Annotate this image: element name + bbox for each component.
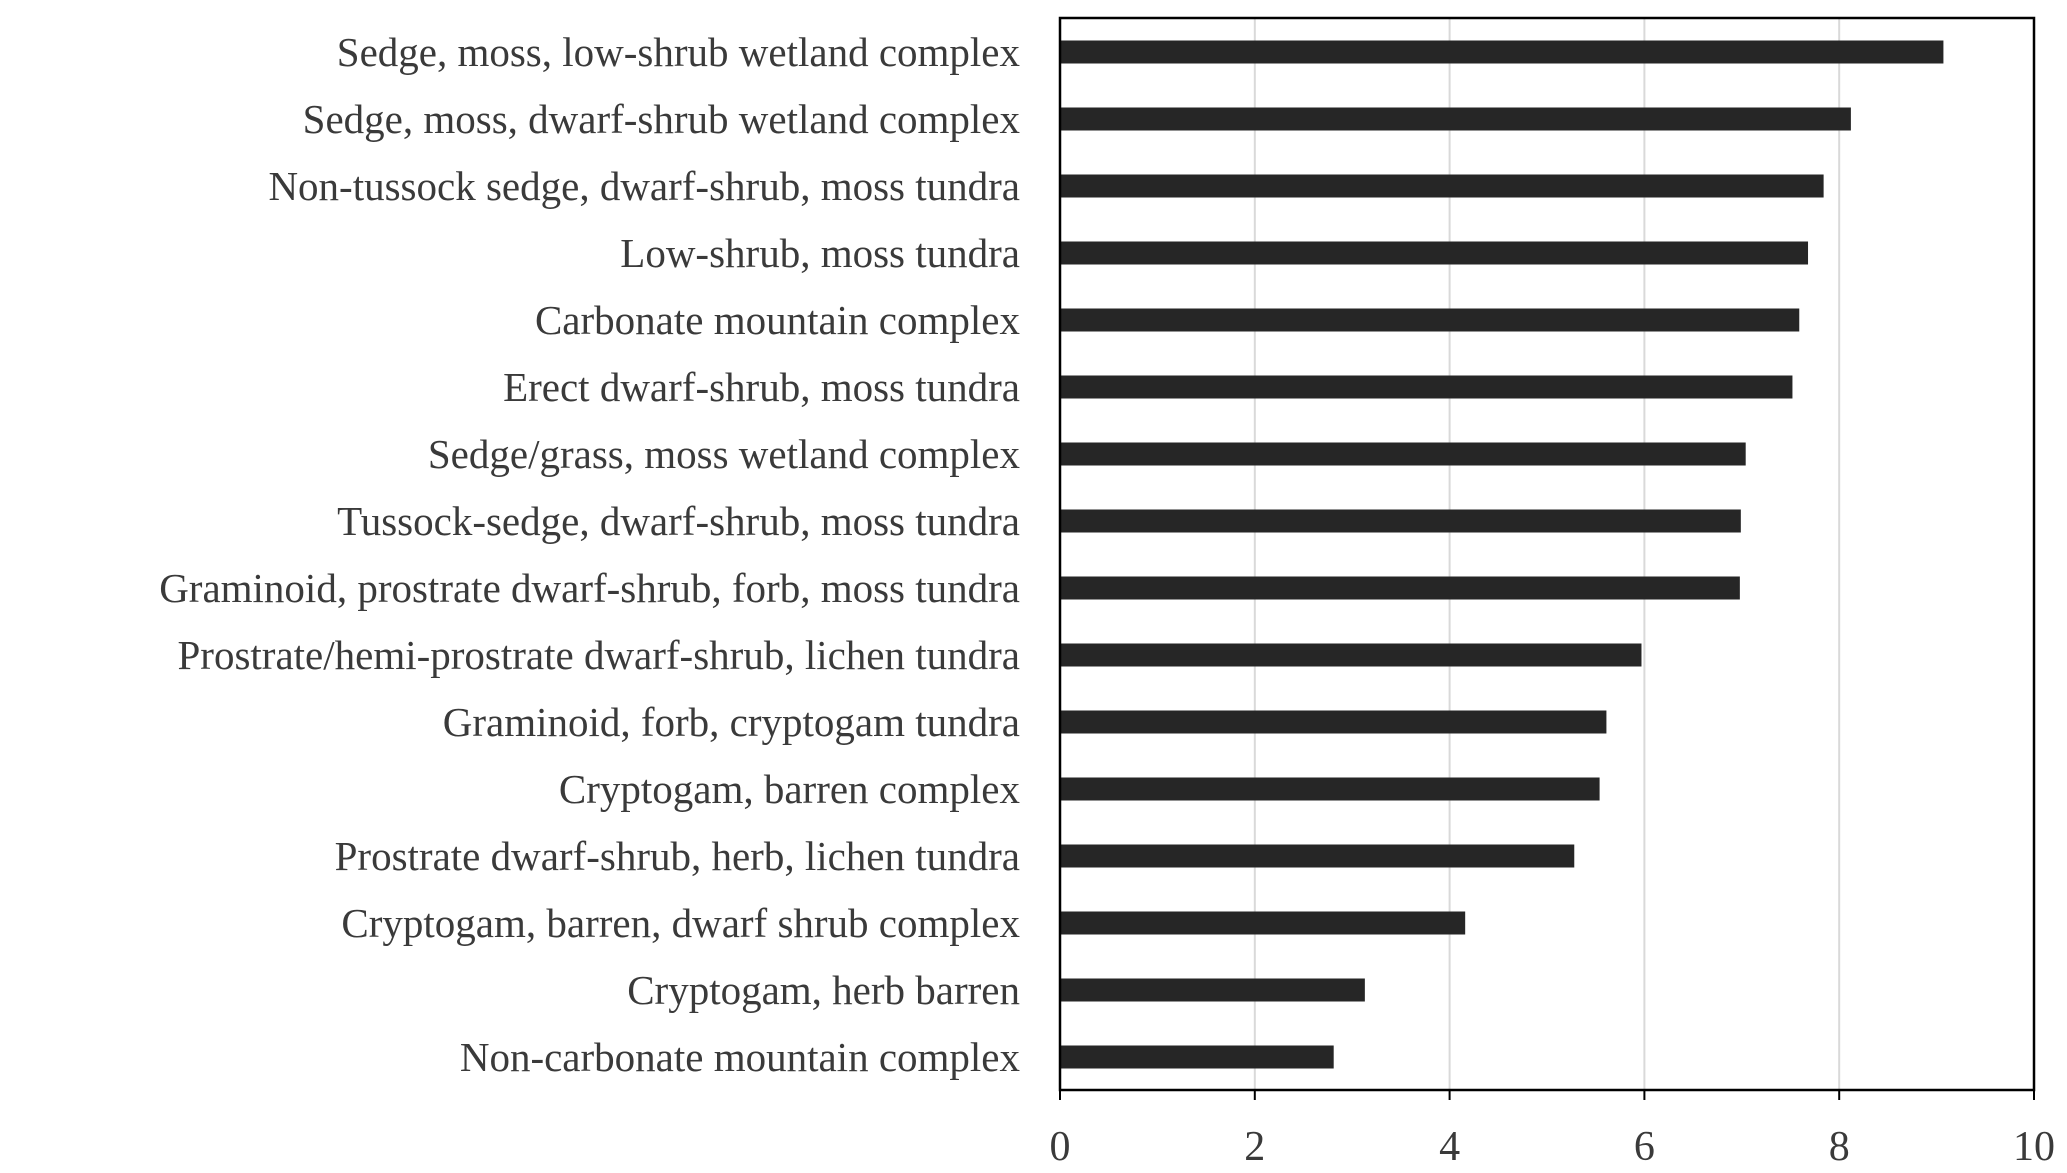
bar (1060, 108, 1851, 131)
x-tick-label: 10 (2013, 1124, 2055, 1170)
category-label: Carbonate mountain complex (534, 297, 1020, 343)
x-tick-label: 4 (1439, 1124, 1461, 1170)
category-label: Low-shrub, moss tundra (620, 230, 1020, 276)
x-tick-label: 8 (1828, 1124, 1850, 1170)
x-tick-label: 6 (1633, 1124, 1655, 1170)
category-label: Tussock-sedge, dwarf-shrub, moss tundra (337, 498, 1020, 544)
category-label: Cryptogam, barren complex (558, 766, 1020, 812)
bar (1060, 175, 1824, 198)
bar (1060, 979, 1365, 1002)
category-label: Cryptogam, barren, dwarf shrub complex (341, 900, 1020, 946)
bar (1060, 912, 1465, 935)
category-label: Cryptogam, herb barren (627, 967, 1020, 1013)
bar (1060, 443, 1746, 466)
category-labels (159, 29, 1020, 1080)
category-label: Non-carbonate mountain complex (459, 1034, 1020, 1080)
x-tick-label: 0 (1049, 1124, 1071, 1170)
bar (1060, 510, 1741, 533)
category-label: Graminoid, prostrate dwarf-shrub, forb, moss tundra (159, 565, 1020, 611)
x-axis-ticks (1050, 1090, 2056, 1170)
category-label: Prostrate/hemi-prostrate dwarf-shrub, lichen tundra (177, 632, 1020, 678)
bar (1060, 41, 1943, 64)
category-label: Sedge, moss, low-shrub wetland complex (336, 29, 1020, 75)
category-label: Graminoid, forb, cryptogam tundra (442, 699, 1020, 745)
bar (1060, 309, 1799, 332)
category-label: Sedge, moss, dwarf-shrub wetland complex (302, 96, 1020, 142)
category-label: Sedge/grass, moss wetland complex (427, 431, 1020, 477)
bar (1060, 644, 1641, 667)
bars (1060, 41, 1943, 1069)
bar (1060, 845, 1574, 868)
bar (1060, 242, 1808, 265)
category-label: Erect dwarf-shrub, moss tundra (503, 364, 1020, 410)
category-label: Non-tussock sedge, dwarf-shrub, moss tundra (268, 163, 1020, 209)
bar (1060, 577, 1740, 600)
x-tick-label: 2 (1244, 1124, 1266, 1170)
bar (1060, 711, 1606, 734)
bar (1060, 376, 1792, 399)
bar (1060, 1046, 1334, 1069)
category-label: Prostrate dwarf-shrub, herb, lichen tundra (334, 833, 1020, 879)
bar (1060, 778, 1600, 801)
